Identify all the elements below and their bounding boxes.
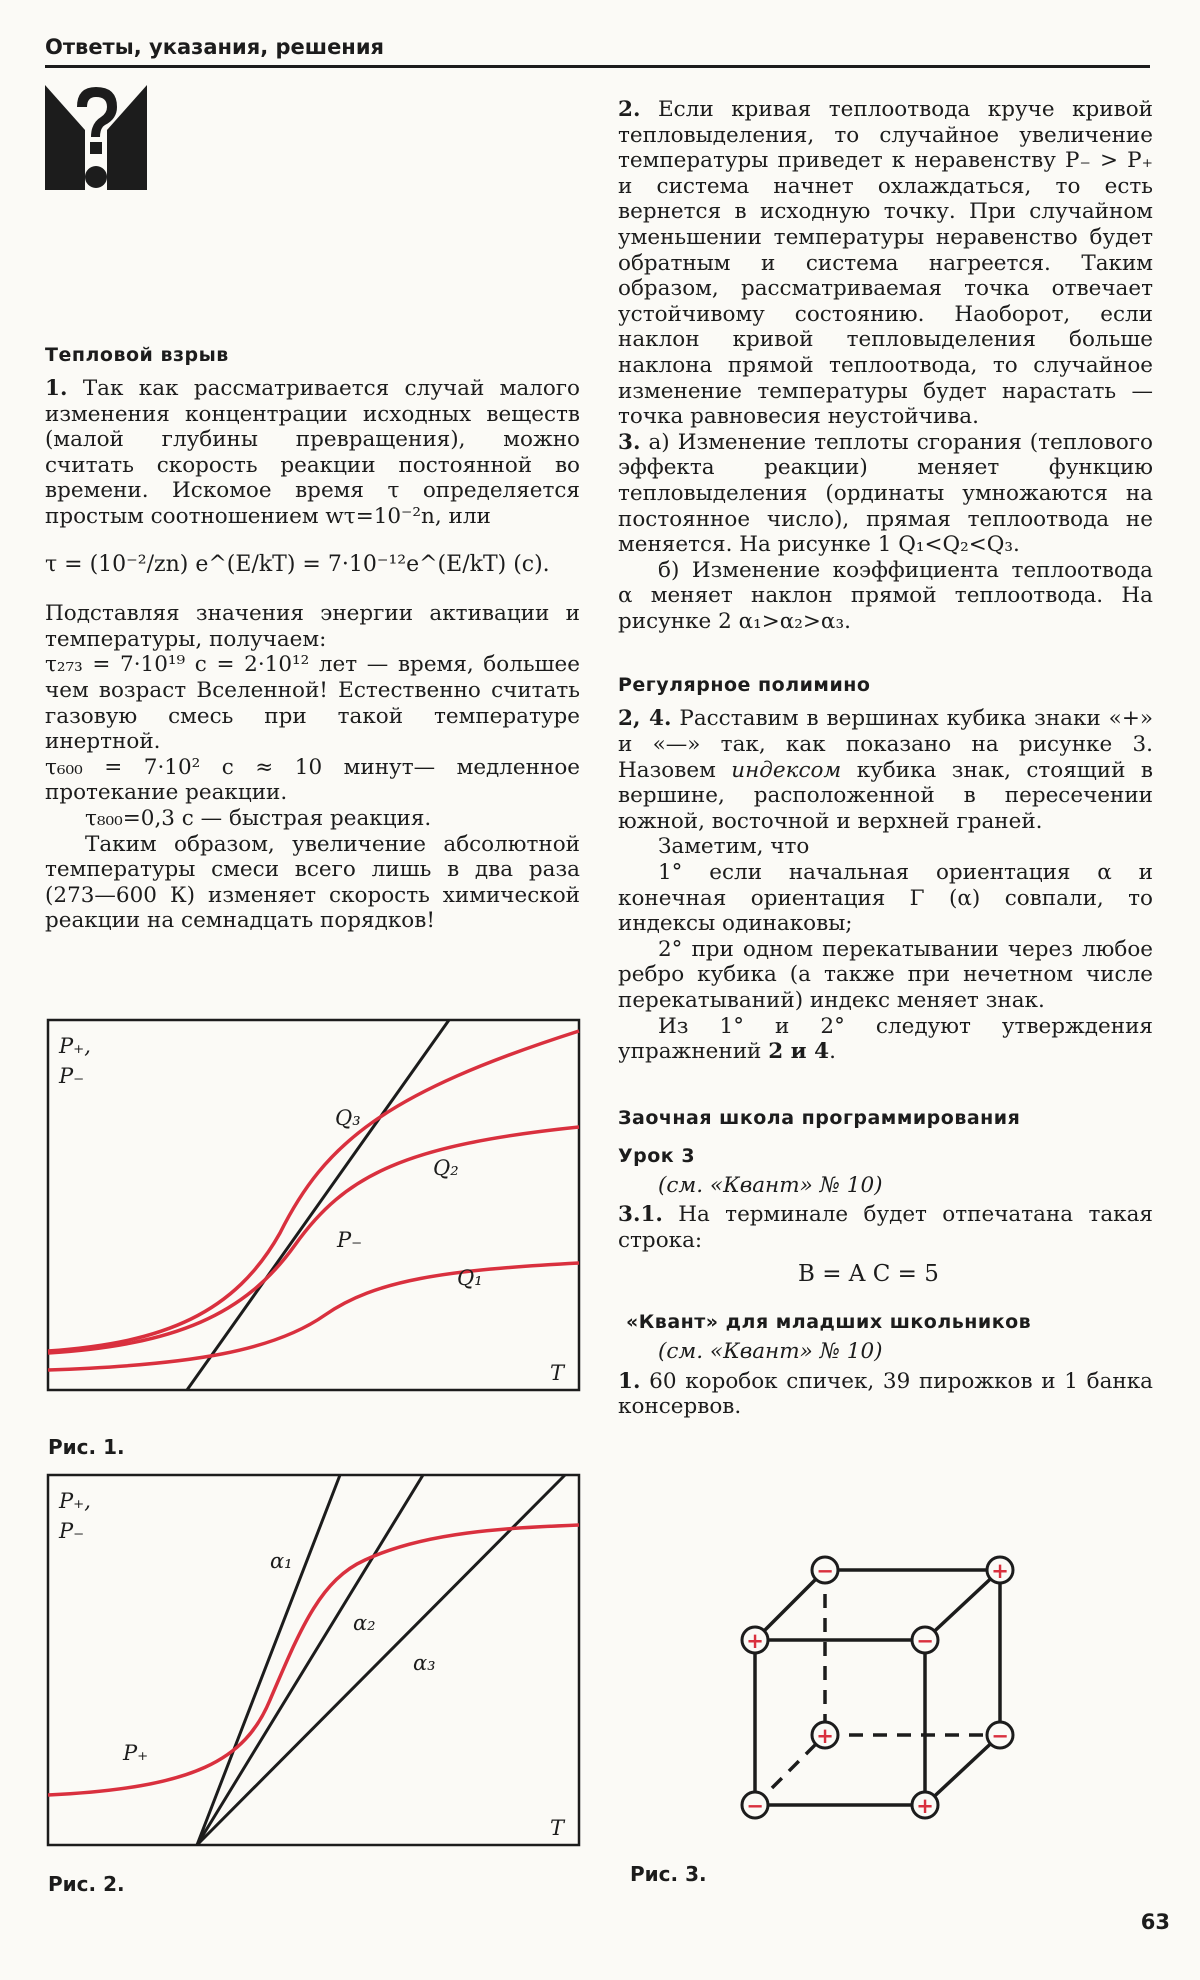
fig2-label-a2: α₂ <box>353 1611 376 1635</box>
lesson-ref: (см. «Квант» № 10) <box>658 1172 883 1198</box>
fig3-caption: Рис. 3. <box>630 1862 707 1886</box>
sign-front-bottom-left: − <box>746 1794 764 1818</box>
school-title: Заочная школа программирования <box>618 1106 1021 1129</box>
fig1-curve-q2 <box>48 1127 579 1353</box>
fig2-ylabel-1: P₊, <box>59 1489 91 1513</box>
polymino-para-4: 2° при одном перекатывании через любое ребро кубика (а также при нечетном числе перекатываний) индекс меняет знак. <box>618 936 1153 1013</box>
fig1-label-q3: Q₃ <box>335 1106 361 1130</box>
terminal-para: 3.1. На терминале будет отпечатана такая строка: <box>618 1202 1153 1253</box>
fig1-curve-q1 <box>48 1263 579 1370</box>
fig1-label-q2: Q₂ <box>433 1156 459 1180</box>
answer-para: 1. 60 коробок спичек, 39 пирожков и 1 банка консервов. <box>618 1368 1153 1420</box>
sign-back-top-right: + <box>991 1559 1009 1583</box>
polymino-para-2: Заметим, что <box>658 834 810 860</box>
sign-back-bottom-right: − <box>991 1724 1009 1748</box>
fig1-label-p-minus: P₋ <box>337 1228 363 1252</box>
polymino-para-3: 1° если начальная ориентация α и конечная ориентация Γ (α) совпали, то индексы одинаковы; <box>618 860 1153 937</box>
sign-back-top-left: − <box>816 1559 834 1583</box>
sign-front-bottom-right: + <box>916 1794 934 1818</box>
kvant-ref: (см. «Квант» № 10) <box>658 1339 883 1365</box>
figure-2 <box>45 1470 585 1855</box>
lesson-title: Урок 3 <box>618 1144 696 1167</box>
kvant-title: «Квант» для младших школьников <box>626 1311 1032 1334</box>
fig1-ylabel-1: P₊, <box>59 1034 91 1058</box>
heat-para-3: τ₂₇₃ = 7·10¹⁹ с = 2·10¹² лет — время, большее чем возраст Вселенной! Естественно считать газовую смесь при такой температуре инертной. <box>45 652 580 755</box>
heat-effect-para: 3. а) Изменение теплоты сгорания (теплового эффекта реакции) меняет функцию тепловыделения (ординаты умножаются на постоянное число), прямая теплоотвода не меняется. На рисунке 1 Q₁<Q₂<Q₃. <box>618 429 1153 558</box>
heat-para-4: τ₆₀₀ = 7·10² с ≈ 10 минут— медленное протекание реакции. <box>45 754 580 806</box>
figure-3-cube <box>730 1545 1030 1845</box>
sign-front-top-right: − <box>916 1629 934 1653</box>
fig2-caption: Рис. 2. <box>48 1872 125 1896</box>
fig1-frame <box>48 1020 579 1390</box>
fig1-heat-removal-line <box>187 1020 449 1390</box>
fig2-xlabel: T <box>550 1816 565 1840</box>
sign-front-top-left: + <box>746 1629 764 1653</box>
fig2-line-a2 <box>197 1475 423 1845</box>
stability-para: 2. Если кривая теплоотвода круче кривой тепловыделения, то случайное увеличение температуры приведет к неравенству P₋ > P₊ и система начнет охлаждаться, то есть вернется в исходную точку. При случайном уменьшении температуры неравенство будет обратным и система нагреется. Таким образом, рассматриваемая точка отвечает устойчивому состоянию. Наоборот, если наклон кривой тепловыделения больше наклона прямой теплоотвода, то случайное изменение температуры будет нарастать — точка равновесия неустойчива. <box>618 97 1153 430</box>
fig1-xlabel: T <box>550 1361 565 1385</box>
figure-1 <box>45 1015 585 1400</box>
polymino-para-5: Из 1° и 2° следуют утверждения упражнений 2 и 4. <box>618 1013 1153 1065</box>
right-column-text <box>618 97 1153 1420</box>
fig1-ylabel-2: P₋ <box>59 1064 85 1088</box>
coefficient-para: б) Изменение коэффициента теплоотвода α меняет наклон прямой теплоотвода. На рисунке 2 α₁>α₂>α₃. <box>618 557 1153 634</box>
polymino-title: Регулярное полимино <box>618 674 871 697</box>
fig1-caption: Рис. 1. <box>48 1435 125 1459</box>
heat-para-6: Таким образом, увеличение абсолютной температуры смеси всего лишь в два раза (273—600 К) изменяет скорость химической реакции на семнадцать порядков! <box>45 831 580 934</box>
polymino-para-1: 2, 4. Расставим в вершинах кубика знаки «+» и «—» так, как показано на рисунке 3. Назовем индексом кубика знак, стоящий в вершине, расположенной в пересечении южной, восточной и верхней граней. <box>618 706 1153 834</box>
section-title: Ответы, указания, решения <box>45 35 385 59</box>
fig2-label-p-plus: P₊ <box>123 1741 149 1765</box>
fig1-label-q1: Q₁ <box>457 1266 483 1290</box>
page-number: 63 <box>1140 1910 1170 1934</box>
tau-formula: τ = (10⁻²/zn) e^(E/kT) = 7·10⁻¹²e^(E/kT) (с). <box>45 551 550 577</box>
left-column-text <box>45 342 580 934</box>
question-logo-icon <box>45 85 147 190</box>
heat-para-1: 1. Так как рассматривается случай малого изменения концентрации исходных веществ (малой глубины превращения), можно считать скорость реакции постоянной во времени. Искомое время τ определяется простым соотношением wτ=10⁻²n, или <box>45 376 580 529</box>
fig2-line-a1 <box>197 1475 340 1845</box>
fig2-ylabel-2: P₋ <box>59 1519 85 1543</box>
fig2-label-a3: α₃ <box>413 1651 436 1675</box>
code-line: B = A C = 5 <box>798 1260 939 1287</box>
fig1-curve-q3 <box>48 1031 579 1351</box>
sign-back-bottom-left: + <box>816 1724 834 1748</box>
heat-para-5: τ₈₀₀=0,3 с — быстрая реакция. <box>85 805 432 831</box>
heat-para-2: Подставляя значения энергии активации и температуры, получаем: <box>45 601 580 652</box>
section-header <box>45 35 1150 68</box>
fig2-label-a1: α₁ <box>270 1549 293 1573</box>
heat-explosion-title: Тепловой взрыв <box>45 344 229 366</box>
